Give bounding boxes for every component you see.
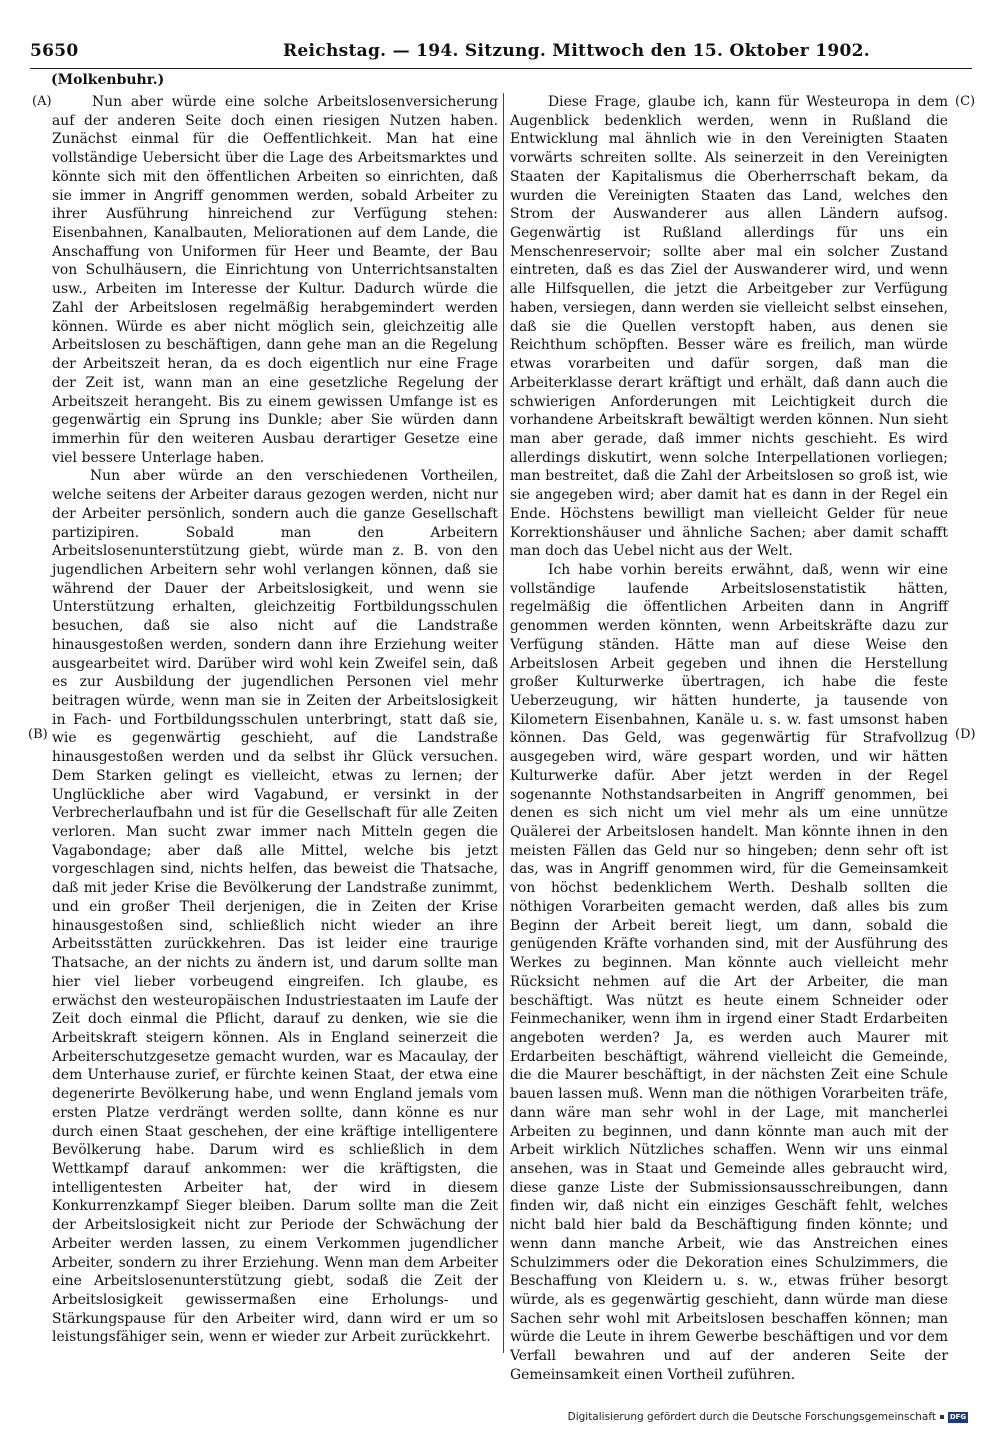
running-head: Reichstag. — 194. Sitzung. Mittwoch den 15. Oktober 1902. [283, 41, 870, 61]
page-header [30, 41, 965, 67]
left-column [52, 93, 498, 1347]
paragraph: Ich habe vorhin bereits erwähnt, daß, wenn wir eine vollständige laufende Arbeitslosenstatistik hätten, regelmäßig die öffentlichen Arbeiten dann in Angriff genommen werden könnten, wenn Arbeitskräfte dazu zur Verfügung ständen. Hätte man auf diese Weise den Arbeitslosen Arbeit gegeben und ihnen die Herstellung großer Kulturwerke übertragen, ich habe die feste Ueberzeugung, wir hätten hunderte, ja tausende von Kilometern Eisenbahnen, Kanäle u. s. w. fast umsonst haben können. Das Geld, was gegenwärtig für Strafvollzug ausgegeben wird, wäre gespart worden, und wir hätten Kulturwerke dafür. Aber jetzt werden in der Regel sogenannte Nothstandsarbeiten in Angriff genommen, bei denen es sich nicht um viel mehr als um eine unnütze Quälerei der Arbeitslosen handelt. Man könnte ihnen in den meisten Fällen das Geld nur so hingeben; denn sehr oft ist das, was in Angriff genommen wird, für die Gemeinsamkeit von höchst bedenklichem Werth. Deshalb sollten die nöthigen Vorarbeiten gemacht werden, daß alles bis zum Beginn der Arbeit bereit liegt, um dann, sobald die genügenden Kräfte vorhanden sind, mit der Ausführung des Werkes zu beginnen. Man könnte auch vielleicht mehr Rücksicht nehmen auf die Art der Arbeiter, die man beschäftigt. Was nützt es heute einem Schneider oder Feinmechaniker, wenn ihm in irgend einer Stadt Erdarbeiten angeboten werden? Ja, es werden auch Maurer mit Erdarbeiten beschäftigt, während vielleicht die Gemeinde, die die Maurer beschäftigt, in der nächsten Zeit eine Schule bauen lassen muß. Wenn man die nöthigen Vorarbeiten träfe, dann wäre man sehr wohl in der Lage, mit mancherlei Arbeiten zu beginnen, und dann könnte man auch mit der Arbeit wirklich Nützliches schaffen. Wenn wir uns einmal ansehen, was in Staat und Gemeinde alles gebraucht wird, diese ganze Liste der Submissionsausschreibungen, dann finden wir, daß nicht ein einziges Geschäft fehlt, welches nicht bald hier bald da Beschäftigung finden könnte; und wenn dann manche Arbeit, wie das Anstreichen eines Schulzimmers oder die Dekoration eines Schulzimmers, die Beschaffung von Kleidern u. s. w., etwas früher besorgt würde, als es gegenwärtig geschieht, dann würde man diese Sachen sehr wohl mit Arbeitslosen beschaffen können; man würde die Leute in ihrem Gewerbe beschäftigen und vor dem Verfall bewahren und auf der anderen Seite der Gemeinsamkeit einen Vortheil zuführen. [510, 561, 948, 1383]
footer-text: Digitalisierung gefördert durch die Deutsche Forschungsgemeinschaft [567, 1411, 936, 1423]
column-divider [503, 93, 504, 1353]
margin-marker-b: (B) [28, 727, 48, 742]
paragraph: Diese Frage, glaube ich, kann für Westeuropa in dem Augenblick bedenklich werden, wenn in Rußland die Entwicklung mal ähnlich wie in den Vereinigten Staaten vorwärts schreiten sollte. Als seinerzeit in den Vereinigten Staaten der Kapitalismus die Oberherrschaft bekam, da wurden die Vereinigten Staaten das Land, welches den Strom der Auswanderer aus allen Ländern aufsog. Gegenwärtig ist Rußland allerdings für uns ein Menschenreservoir; sollte aber mal ein solcher Zustand eintreten, daß es das Ziel der Auswanderer wird, und wenn alle Hilfsquellen, die jetzt die Arbeitgeber zur Verfügung haben, versiegen, dann werden sie vielleicht selbst einsehen, daß sie die Quellen verstopft haben, aus denen sie Reichthum schöpften. Besser wäre es freilich, man würde etwas vorarbeiten und dafür sorgen, daß man die Arbeiterklasse derart kräftigt und erhält, daß dann auch die schwierigen Anforderungen mit Leichtigkeit durch die vorhandene Arbeitskraft bewältigt werden können. Nun sieht man aber gerade, daß immer nichts geschieht. Es wird allerdings diskutirt, wenn solche Interpellationen vorliegen; man bestreitet, daß die Zahl der Arbeitslosen so groß ist, wie sie angegeben wird; aber damit hat es dann in der Regel ein Ende. Höchstens bewilligt man vielleicht Gelder für neue Korrektionshäuser und ähnliche Sachen; aber damit schafft man doch das Uebel nicht aus der Welt. [510, 94, 948, 560]
margin-marker-a: (A) [32, 94, 52, 109]
right-column [510, 93, 948, 1385]
margin-marker-d: (D) [955, 727, 976, 742]
page-number: 5650 [30, 41, 79, 61]
paragraph: Nun aber würde eine solche Arbeitslosenversicherung auf der anderen Seite doch einen riesigen Nutzen haben. Zunächst einmal für die Oeffentlichkeit. Man hat eine vollständige Uebersicht über die Lage des Arbeitsmarktes und könnte sich mit den öffentlichen Arbeiten so einrichten, daß sie immer in Angriff genommen werden, sobald Arbeiter zu ihrer Ausführung hinreichend zur Verfügung stehen: Eisenbahnen, Kanalbauten, Meliorationen auf dem Lande, die Anschaffung von Uniformen für Heer und Beamte, der Bau von Schulhäusern, die Einrichtung von Unterrichtsanstalten usw., Arbeiten im Interesse der Kultur. Dadurch würde die Zahl der Arbeitslosen regelmäßig herabgemindert werden können. Würde es aber nicht möglich sein, gleichzeitig alle Arbeitslosen zu beschäftigen, dann gehe man an die Regelung der Arbeitszeit heran, da es doch eigentlich nur eine Frage der Zeit ist, wann man an eine gesetzliche Regelung der Arbeitszeit herangeht. Bis zu einem gewissen Umfange ist es gegenwärtig ein Sprung ins Dunkle; aber Sie würden dann immerhin für den weiteren Ausbau derartiger Gesetze eine viel bessere Unterlage haben. [52, 94, 498, 466]
paragraph: Nun aber würde an den verschiedenen Vortheilen, welche seitens der Arbeiter daraus gezogen werden, nicht nur der Arbeiter persönlich, sondern auch die ganze Gesellschaft partizipiren. Sobald man den Arbeitern Arbeitslosenunterstützung giebt, würde man z. B. von den jugendlichen Arbeitern sehr wohl verlangen können, daß sie während der Dauer der Arbeitslosigkeit, und wenn sie Unterstützung erhalten, gleichzeitig Fortbildungsschulen besuchen, daß sie also nicht auf die Landstraße hinausgestoßen werden, sondern dann ihre Erziehung weiter ausgearbeitet wird. Darüber wird wohl kein Zweifel sein, daß es zur Ausbildung der jugendlichen Personen viel mehr beitragen würde, wenn man sie in Zeiten der Arbeitslosigkeit in Fach- und Fortbildungsschulen unterbringt, statt daß sie, wie es gegenwärtig geschieht, auf die Landstraße hinausgestoßen werden und da selbst ihr Glück versuchen. Dem Starken gelingt es vielleicht, etwas zu lernen; der Unglückliche aber wird Vagabund, er versinkt in der Verbrecherlaufbahn und ist für die Gesellschaft für alle Zeiten verloren. Man sucht zwar immer nach Mitteln gegen die Vagabondage; aber daß alle Mittel, welche bis jetzt vorgeschlagen sind, nichts helfen, das beweist die Thatsache, daß mit jeder Krise die Bevölkerung der Landstraße zunimmt, und ein großer Theil derjenigen, die in Zeiten der Krise hinausgestoßen sind, schließlich nicht wieder an ihre Arbeitsstätten zurückkehren. Das ist leider eine traurige Thatsache, an der nichts zu ändern ist, und darum sollte man hier viel lieber vorbeugend eingreifen. Ich glaube, es erwächst den westeuropäischen Industriestaaten im Laufe der Zeit doch einmal die Pflicht, darauf zu denken, wie sie die Arbeitskraft steigern können. Als in England seinerzeit die Arbeiterschutzgesetze gemacht wurden, war es Macaulay, der dem Unterhause zurief, er fürchte keinen Staat, der etwa eine degenerirte Bevölkerung habe, und wenn England jemals vom ersten Platze verdrängt werden sollte, dann könne es nur durch einen Staat geschehen, der eine kräftige intelligentere Bevölkerung habe. Darum wird es schließlich in dem Wettkampf darauf ankommen: wer die kräftigsten, die intelligentesten Arbeiter hat, der wird in diesem Konkurrenzkampf Sieger bleiben. Darum sollte man die Zeit der Arbeitslosigkeit nicht zur Periode der Schwächung der Arbeiter werden lassen, zu einem Verkommen jugendlicher Arbeiter, sondern zu ihrer Erziehung. Wenn man dem Arbeiter eine Arbeitslosenunterstützung giebt, sodaß die Zeit der Arbeitslosigkeit gewissermaßen eine Erholungs- und Stärkungspause für den Arbeiter wird, dann wird er um so leistungsfähiger sein, wenn er wieder zur Arbeit zurückkehrt. [52, 468, 498, 1346]
footer-credit [568, 1411, 968, 1423]
speaker-name: (Molkenbuhr.) [51, 72, 165, 88]
header-rule [30, 68, 972, 69]
margin-marker-c: (C) [955, 94, 976, 109]
dfg-logo-icon: DFG [949, 1412, 967, 1421]
separator-icon [940, 1415, 944, 1419]
